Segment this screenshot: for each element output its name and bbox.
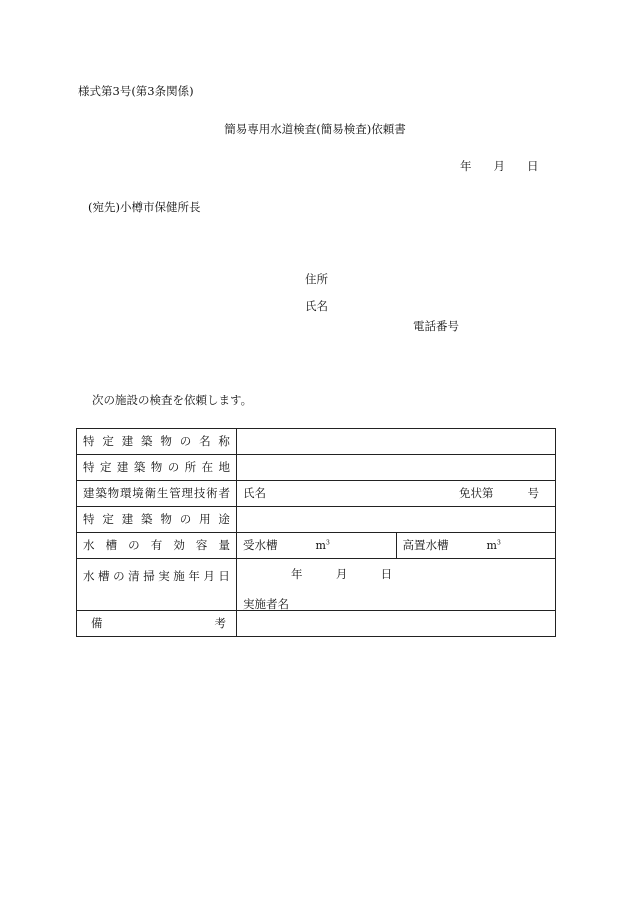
building-location-field[interactable]	[237, 455, 556, 481]
cleaning-date-field[interactable]	[237, 559, 556, 611]
table-row	[77, 455, 556, 481]
cleaning-month: 月	[335, 567, 348, 581]
phone-label: 電話番号	[413, 319, 459, 333]
remarks-label	[77, 611, 237, 637]
addressee: (宛先)小樽市保健所長	[88, 200, 201, 214]
inspection-form-table	[76, 428, 556, 637]
performer-label: 実施者名	[243, 596, 289, 611]
table-row	[77, 481, 556, 507]
cleaning-day: 日	[380, 567, 393, 581]
justified-label-text: 水 槽 の 清 掃 実 施 年 月 日	[83, 569, 230, 583]
request-text: 次の施設の検査を依頼します。	[92, 393, 253, 407]
justified-label-text: 水 槽 の 有 効 容 量	[83, 537, 230, 552]
justified-label-text: 特 定 建 築 物 の 所 在 地	[83, 459, 230, 474]
cleaning-date-label	[77, 559, 237, 611]
engineer-field[interactable]	[237, 481, 556, 507]
date-year: 年	[460, 159, 472, 173]
receiving-tank-unit: $m^3$	[315, 539, 330, 552]
building-location-label	[77, 455, 237, 481]
date-month: 月	[493, 159, 505, 173]
remarks-label-left: 備	[91, 615, 103, 630]
table-row	[77, 429, 556, 455]
justified-label-text: 特 定 建 築 物 の 名 称	[83, 433, 230, 448]
building-use-label	[77, 507, 237, 533]
tank-capacity-label	[77, 533, 237, 559]
remarks-label-right: 考	[214, 615, 226, 630]
address-label: 住所	[305, 272, 328, 286]
justified-label-text: 特 定 建 築 物 の 用 途	[83, 511, 230, 526]
table-row	[77, 533, 556, 559]
building-name-field[interactable]	[237, 429, 556, 455]
license-suffix: 号	[527, 485, 539, 500]
elevated-tank-label: 高置水槽	[402, 537, 449, 552]
building-name-label	[77, 429, 237, 455]
engineer-name-label: 氏名	[243, 485, 266, 500]
document-title: 簡易専用水道検査(簡易検査)依頼書	[224, 122, 406, 136]
elevated-tank-field[interactable]	[396, 533, 556, 559]
engineer-label	[77, 481, 237, 507]
table-row	[77, 507, 556, 533]
receiving-tank-field[interactable]	[237, 533, 397, 559]
remarks-field[interactable]	[237, 611, 556, 637]
cleaning-year: 年	[291, 567, 303, 581]
elevated-tank-unit: $m^3$	[486, 539, 501, 552]
receiving-tank-label: 受水槽	[243, 537, 278, 552]
table-row	[77, 611, 556, 637]
table-row	[77, 559, 556, 611]
form-number: 様式第3号(第3条関係)	[78, 84, 194, 98]
date-day: 日	[527, 159, 539, 173]
license-prefix: 免状第	[459, 485, 494, 500]
name-label: 氏名	[305, 299, 328, 313]
justified-label-text: 建 築 物 環 境 衛 生 管 理 技 術 者	[83, 485, 230, 500]
date-line	[460, 161, 539, 173]
building-use-field[interactable]	[237, 507, 556, 533]
